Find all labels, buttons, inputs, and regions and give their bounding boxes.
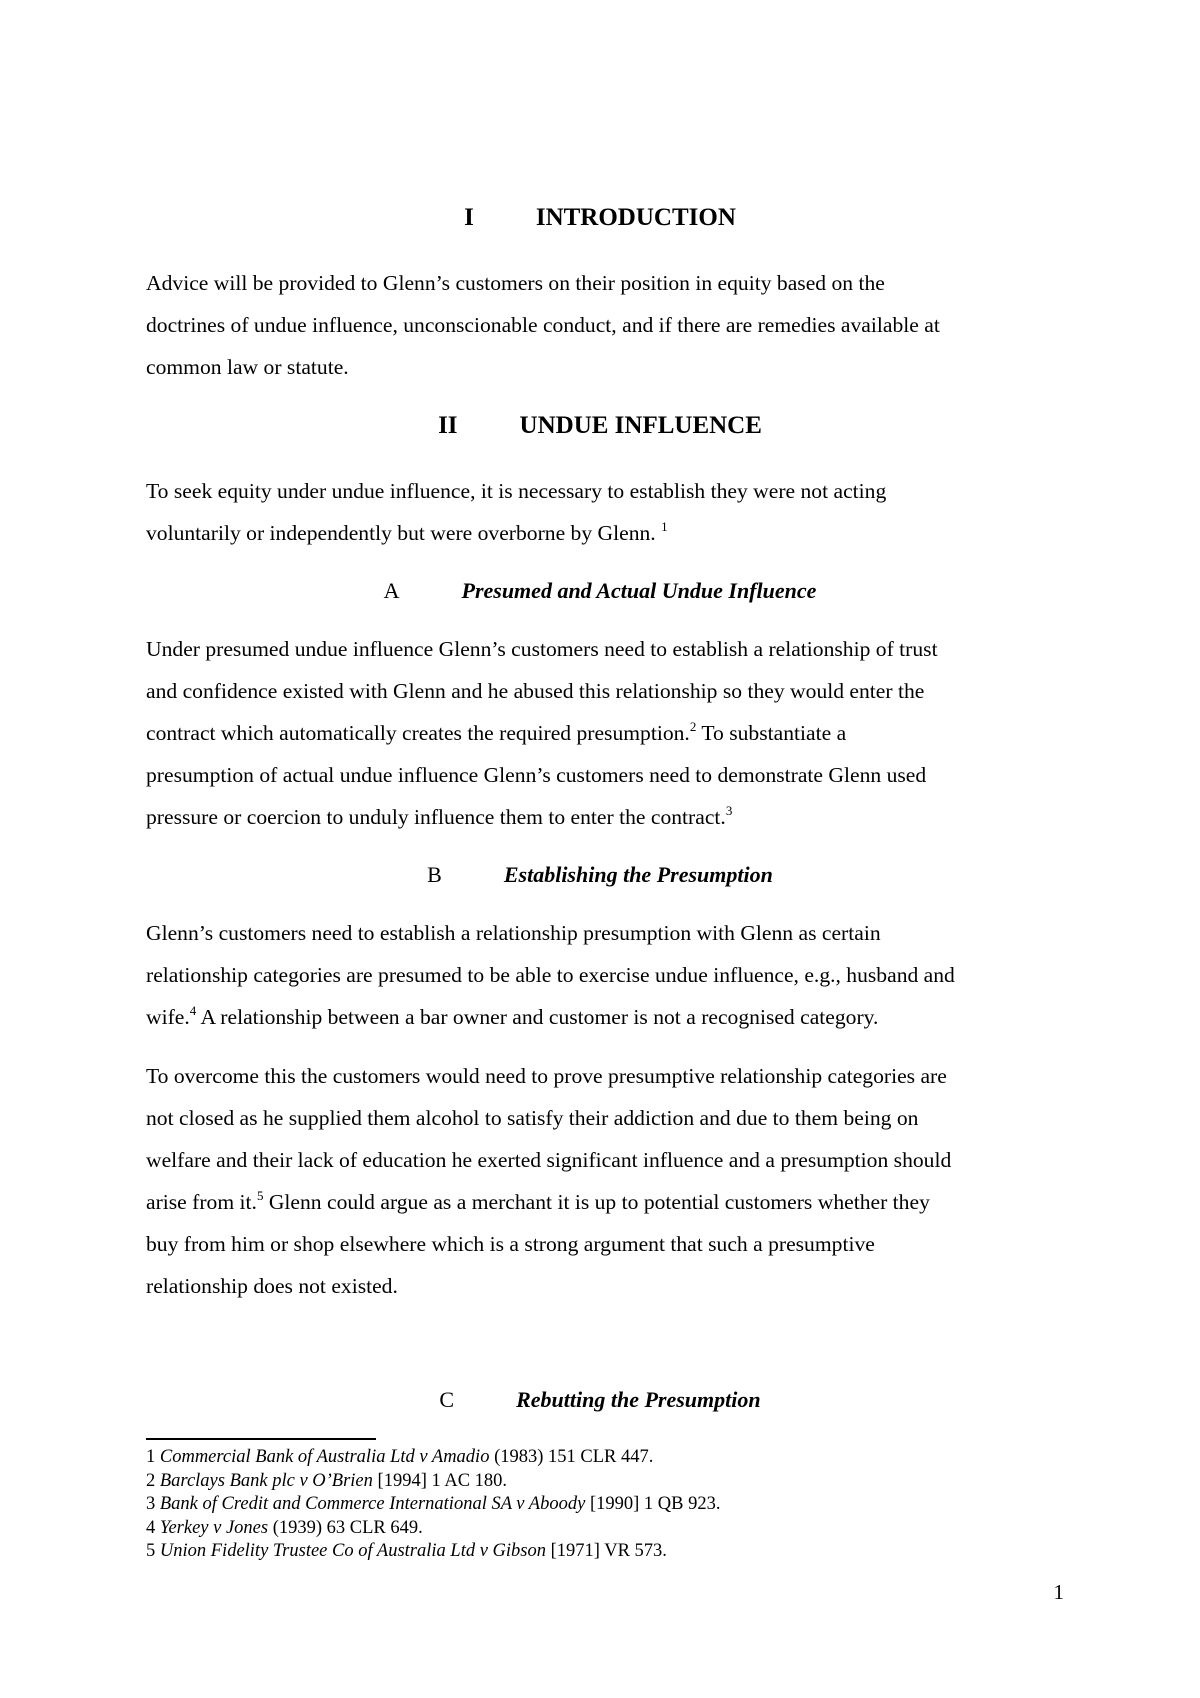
paragraph-presumed-actual (146, 628, 1076, 838)
text-line: buy from him or shop elsewhere which is a strong argument that such a presumptive (146, 1232, 875, 1256)
footnote-citation: [1990] 1 QB 923. (585, 1494, 721, 1514)
footnote-5 (146, 1540, 1076, 1564)
footnote-number: 4 (146, 1517, 156, 1538)
text-line: presumption of actual undue influence Glenn’s customers need to demonstrate Glenn used (146, 763, 927, 787)
heading-number: II (438, 412, 458, 439)
paragraph-establishing (146, 912, 1076, 1038)
footnote-case: Barclays Bank plc v O’Brien (159, 1470, 373, 1491)
footnote-ref-4[interactable]: 4 (189, 1003, 197, 1018)
footnote-citation: [1994] 1 AC 180. (372, 1470, 508, 1491)
footnote-ref-3[interactable]: 3 (725, 803, 733, 818)
heading-undue-influence (0, 412, 1200, 440)
text-line: A relationship between a bar owner and customer is not a recognised category. (196, 1005, 879, 1029)
subheading-presumed-actual (0, 578, 1200, 604)
paragraph-overcome (146, 1055, 1076, 1307)
footnote-case: Bank of Credit and Commerce International SA v Aboody (159, 1494, 586, 1514)
subheading-establishing (0, 862, 1200, 888)
footnote-number: 2 (146, 1470, 156, 1491)
footnote-ref-1[interactable]: 1 (661, 519, 668, 534)
page-number: 1 (1053, 1580, 1064, 1604)
footnote-number: 3 (146, 1494, 156, 1514)
paragraph-undue-influence (146, 470, 1076, 554)
subheading-title: Presumed and Actual Undue Influence (461, 578, 817, 603)
heading-title: UNDUE INFLUENCE (519, 412, 762, 439)
text-line: welfare and their lack of education he exerted significant influence and a presumption should (146, 1148, 952, 1172)
footnote-ref-5[interactable]: 5 (256, 1188, 264, 1203)
footnote-case: Union Fidelity Trustee Co of Australia Ltd v Gibson (159, 1541, 546, 1561)
text-line: wife. (146, 1005, 190, 1029)
footnote-number: 1 (146, 1447, 156, 1467)
text-line: To overcome this the customers would need to prove presumptive relationship categories are (146, 1064, 947, 1088)
text-line: Glenn’s customers need to establish a relationship presumption with Glenn as certain (146, 921, 881, 945)
text-line: relationship categories are presumed to be able to exercise undue influence, e.g., husband and (146, 963, 955, 987)
heading-number: I (464, 204, 474, 231)
text-line: To seek equity under undue influence, it is necessary to establish they were not acting (146, 479, 887, 503)
footnote-citation: (1939) 63 CLR 649. (268, 1517, 423, 1538)
text-line: voluntarily or independently but were overborne by Glenn. (146, 521, 662, 545)
footnote-case: Commercial Bank of Australia Ltd v Amadio (159, 1447, 490, 1467)
text-line: doctrines of undue influence, unconscionable conduct, and if there are remedies available at (146, 313, 940, 337)
footnote-number: 5 (146, 1541, 156, 1561)
subheading-letter: B (427, 862, 442, 887)
footnote-1 (146, 1446, 1076, 1470)
footnote-citation: [1971] VR 573. (546, 1541, 667, 1561)
subheading-rebutting (0, 1387, 1200, 1413)
paragraph-introduction (146, 262, 1076, 388)
text-line: Under presumed undue influence Glenn’s customers need to establish a relationship of trust (146, 637, 938, 661)
text-line: contract which automatically creates the required presumption. (146, 721, 690, 745)
subheading-letter: A (383, 578, 400, 603)
footnote-3 (146, 1493, 1076, 1517)
footnote-case: Yerkey v Jones (159, 1517, 269, 1538)
heading-title: INTRODUCTION (535, 204, 736, 231)
text-line: common law or statute. (146, 355, 349, 379)
footnotes (146, 1446, 1076, 1564)
footnote-2 (146, 1470, 1076, 1494)
footnote-ref-2[interactable]: 2 (689, 719, 697, 734)
footnote-citation: (1983) 151 CLR 447. (489, 1447, 654, 1467)
footnote-separator (146, 1438, 376, 1440)
text-line: relationship does not existed. (146, 1274, 398, 1298)
text-line: pressure or coercion to unduly influence them to enter the contract. (146, 805, 726, 829)
heading-introduction (0, 204, 1200, 232)
subheading-title: Rebutting the Presumption (516, 1387, 761, 1412)
text-line: Advice will be provided to Glenn’s customers on their position in equity based on the (146, 271, 885, 295)
footnote-4 (146, 1517, 1076, 1541)
text-line: To substantiate a (696, 721, 847, 745)
text-line: Glenn could argue as a merchant it is up to potential customers whether they (263, 1190, 930, 1214)
text-line: arise from it. (146, 1190, 257, 1214)
subheading-title: Establishing the Presumption (503, 862, 773, 887)
subheading-letter: C (439, 1387, 455, 1412)
text-line: not closed as he supplied them alcohol to satisfy their addiction and due to them being on (146, 1106, 919, 1130)
text-line: and confidence existed with Glenn and he abused this relationship so they would enter the (146, 679, 925, 703)
